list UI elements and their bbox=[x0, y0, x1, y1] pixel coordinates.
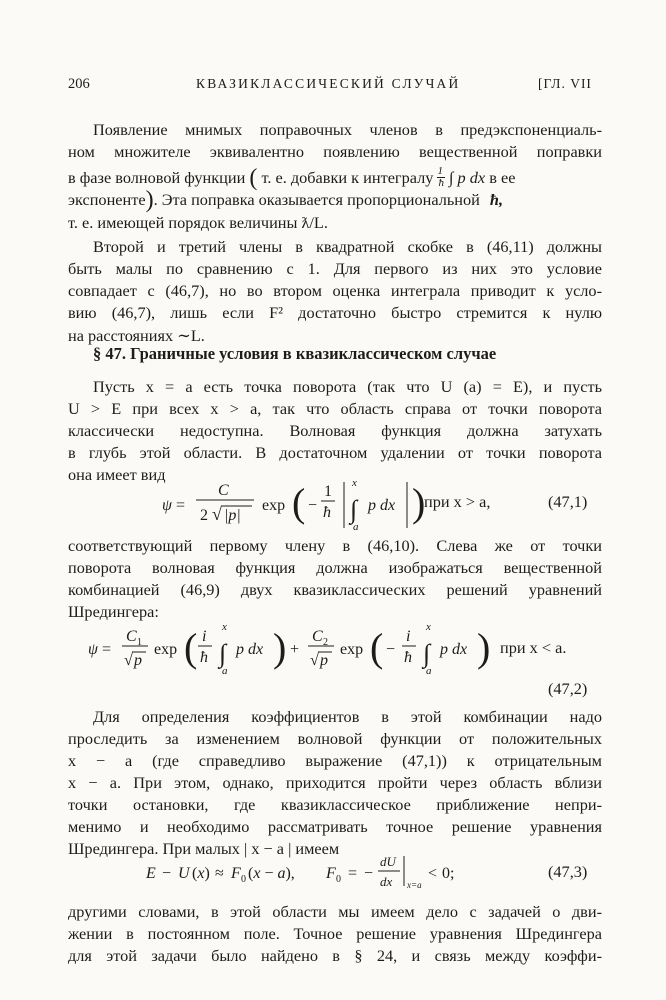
svg-text:≈: ≈ bbox=[215, 865, 224, 882]
svg-text:=: = bbox=[348, 865, 358, 882]
text-line: x − a (где справедливо выражение (47,1)) к отрицательным bbox=[68, 751, 602, 770]
svg-text:0: 0 bbox=[241, 874, 246, 885]
svg-text:i: i bbox=[202, 628, 207, 645]
text-line: поворота волновая функция должна изображаться вещественной bbox=[68, 558, 602, 577]
svg-text:ħ: ħ bbox=[404, 649, 412, 666]
svg-text:(x): (x) bbox=[192, 865, 210, 882]
svg-text:E: E bbox=[146, 865, 156, 882]
svg-text:F: F bbox=[231, 865, 241, 882]
svg-text:(x − a),: (x − a), bbox=[248, 865, 295, 882]
svg-text:exp: exp bbox=[262, 497, 286, 514]
text-line: жении в постоянном поле. Точное решение уравнения Шредингера bbox=[68, 924, 602, 943]
svg-text:1: 1 bbox=[137, 637, 142, 648]
svg-text:<: < bbox=[428, 865, 438, 882]
svg-text:2: 2 bbox=[200, 507, 208, 524]
equation-number: (47,2) bbox=[548, 679, 588, 698]
text-line: Второй и третий члены в квадратной скобке в (46,11) должны bbox=[93, 237, 602, 256]
text-fragment: экспоненте bbox=[68, 190, 146, 209]
svg-text:√: √ bbox=[310, 652, 319, 669]
svg-text:C: C bbox=[126, 628, 137, 645]
text-fragment: в ее bbox=[489, 168, 516, 187]
svg-text:+: + bbox=[290, 641, 300, 658]
text-line: проследить за изменением волновой функции от положительных bbox=[68, 729, 602, 748]
text-line: соответствующий первому члену в (46,10). Слева же от точки bbox=[68, 536, 602, 555]
svg-text:p dx: p dx bbox=[236, 641, 264, 658]
text-line: классически недоступна. Волновая функция должна затухать bbox=[68, 421, 602, 440]
svg-text:): ) bbox=[273, 625, 287, 670]
svg-text:∫: ∫ bbox=[423, 639, 431, 668]
svg-text:dU: dU bbox=[380, 854, 396, 869]
svg-text:1: 1 bbox=[324, 483, 332, 500]
svg-text:exp: exp bbox=[340, 641, 364, 658]
math-paren-open: ( bbox=[249, 165, 258, 191]
svg-text:a: a bbox=[353, 521, 359, 533]
svg-text:U: U bbox=[178, 865, 190, 882]
text-line: на расстояниях ∼L. bbox=[68, 326, 205, 345]
svg-text:−: − bbox=[386, 641, 396, 658]
text-line: другими словами, в этой области мы имеем дело с задачей о дви- bbox=[68, 902, 602, 921]
chapter-label: [ГЛ. VII bbox=[538, 76, 592, 91]
text-line: в глубь этой области. В достаточном удалении от точки поворота bbox=[68, 443, 602, 462]
text-line: Шредингера: bbox=[68, 602, 159, 621]
svg-text:a: a bbox=[426, 665, 432, 677]
svg-text:dx: dx bbox=[380, 874, 393, 889]
text-line: Для определения коэффициентов в этой комбинации надо bbox=[93, 707, 602, 726]
svg-text:=: = bbox=[102, 641, 112, 658]
svg-text:√: √ bbox=[212, 504, 222, 524]
section-heading: § 47. Граничные условия в квазиклассическом случае bbox=[93, 344, 497, 363]
text-fragment: . Эта поправка оказывается пропорциональной bbox=[153, 190, 480, 209]
text-line: она имеет вид bbox=[68, 465, 166, 484]
svg-text:x: x bbox=[352, 477, 357, 489]
text-line: Шредингера. При малых | x − a | имеем bbox=[68, 839, 340, 858]
equation-number: (47,1) bbox=[548, 492, 588, 511]
svg-text:exp: exp bbox=[154, 641, 178, 658]
svg-text:|p|: |p| bbox=[224, 507, 241, 524]
text-fragment: т. е. добавки к интегралу bbox=[261, 168, 434, 187]
svg-text:∫: ∫ bbox=[350, 495, 358, 524]
svg-text:C: C bbox=[312, 628, 323, 645]
svg-text:x: x bbox=[426, 621, 431, 633]
text-line: комбинацией (46,9) двух квазиклассических решений уравнений bbox=[68, 580, 602, 599]
svg-text:p dx: p dx bbox=[440, 641, 468, 658]
svg-text:): ) bbox=[477, 625, 491, 670]
text-fragment: в фазе волновой функции bbox=[68, 168, 246, 187]
math-paren-close: ) bbox=[145, 187, 154, 213]
svg-text:a: a bbox=[222, 665, 228, 677]
svg-text:2: 2 bbox=[323, 637, 328, 648]
equation-number: (47,3) bbox=[548, 862, 588, 881]
svg-text:ħ: ħ bbox=[323, 504, 331, 521]
svg-text:√: √ bbox=[124, 652, 133, 669]
svg-text:ħ: ħ bbox=[200, 649, 208, 666]
svg-text:F: F bbox=[326, 865, 336, 882]
page-number: 206 bbox=[68, 76, 90, 92]
text-line: менимо и необходимо рассматривать точное решение уравнения bbox=[68, 817, 602, 836]
text-line: Появление мнимых поправочных членов в предэкспоненциаль- bbox=[93, 120, 602, 139]
svg-text:(: ( bbox=[370, 625, 384, 670]
svg-text:0;: 0; bbox=[442, 865, 455, 882]
svg-text:p: p bbox=[320, 652, 328, 669]
equation-condition: при x < a. bbox=[500, 638, 567, 657]
svg-text:i: i bbox=[406, 628, 411, 645]
svg-text:ψ: ψ bbox=[162, 497, 172, 514]
math-fraction-1-over-hbar: 1 ħ bbox=[437, 164, 444, 189]
svg-text:−: − bbox=[308, 497, 318, 514]
svg-text:−: − bbox=[162, 865, 172, 882]
text-line: совпадает с (46,7), но во втором оценка интеграла приводит к усло- bbox=[68, 281, 602, 300]
svg-text:(: ( bbox=[292, 480, 306, 525]
equation-condition: при x > a, bbox=[424, 492, 491, 511]
text-line: т. е. имеющей порядок величины ƛ/L. bbox=[68, 213, 328, 232]
math-hbar: ħ, bbox=[489, 190, 504, 209]
running-header bbox=[0, 76, 666, 100]
text-line: ном множителе эквивалентно появлению вещественной поправки bbox=[68, 142, 602, 161]
equation-47-3 bbox=[68, 854, 602, 894]
svg-text:−: − bbox=[364, 865, 374, 882]
svg-text:0: 0 bbox=[336, 874, 341, 885]
text-line: вию (46,7), лишь если F² достаточно быстро стремится к нулю bbox=[68, 303, 602, 322]
math-integral-p-dx: ∫ p dx bbox=[449, 168, 486, 187]
text-line: U > E при всех x > a, так что область справа от точки поворота bbox=[68, 399, 602, 418]
svg-text:): ) bbox=[412, 480, 426, 525]
text-line: x − a. При этом, однако, приходится пройти через область вблизи bbox=[68, 773, 602, 792]
text-line: точки остановки, где квазиклассическое приближение непри- bbox=[68, 795, 602, 814]
svg-text:p: p bbox=[134, 652, 142, 669]
equation-47-1 bbox=[68, 470, 602, 536]
svg-text:∫: ∫ bbox=[219, 639, 227, 668]
svg-text:x=a: x=a bbox=[407, 880, 422, 890]
svg-text:p dx: p dx bbox=[368, 497, 396, 514]
text-line: быть малы по сравнению с 1. Для первого из них это условие bbox=[68, 259, 602, 278]
text-line: Пусть x = a есть точка поворота (так что U (a) = E), и пусть bbox=[93, 377, 602, 396]
text-line-inline-math bbox=[68, 187, 602, 213]
svg-text:C: C bbox=[218, 482, 229, 499]
svg-text:ψ: ψ bbox=[88, 641, 98, 658]
running-title: КВАЗИКЛАССИЧЕСКИЙ СЛУЧАЙ bbox=[196, 76, 461, 91]
text-line: для этой задачи было найдено в § 24, и связь между коэффи- bbox=[68, 946, 602, 965]
svg-text:=: = bbox=[176, 497, 186, 514]
svg-text:x: x bbox=[222, 621, 227, 633]
equation-47-2 bbox=[68, 614, 602, 704]
svg-text:(: ( bbox=[184, 625, 198, 670]
